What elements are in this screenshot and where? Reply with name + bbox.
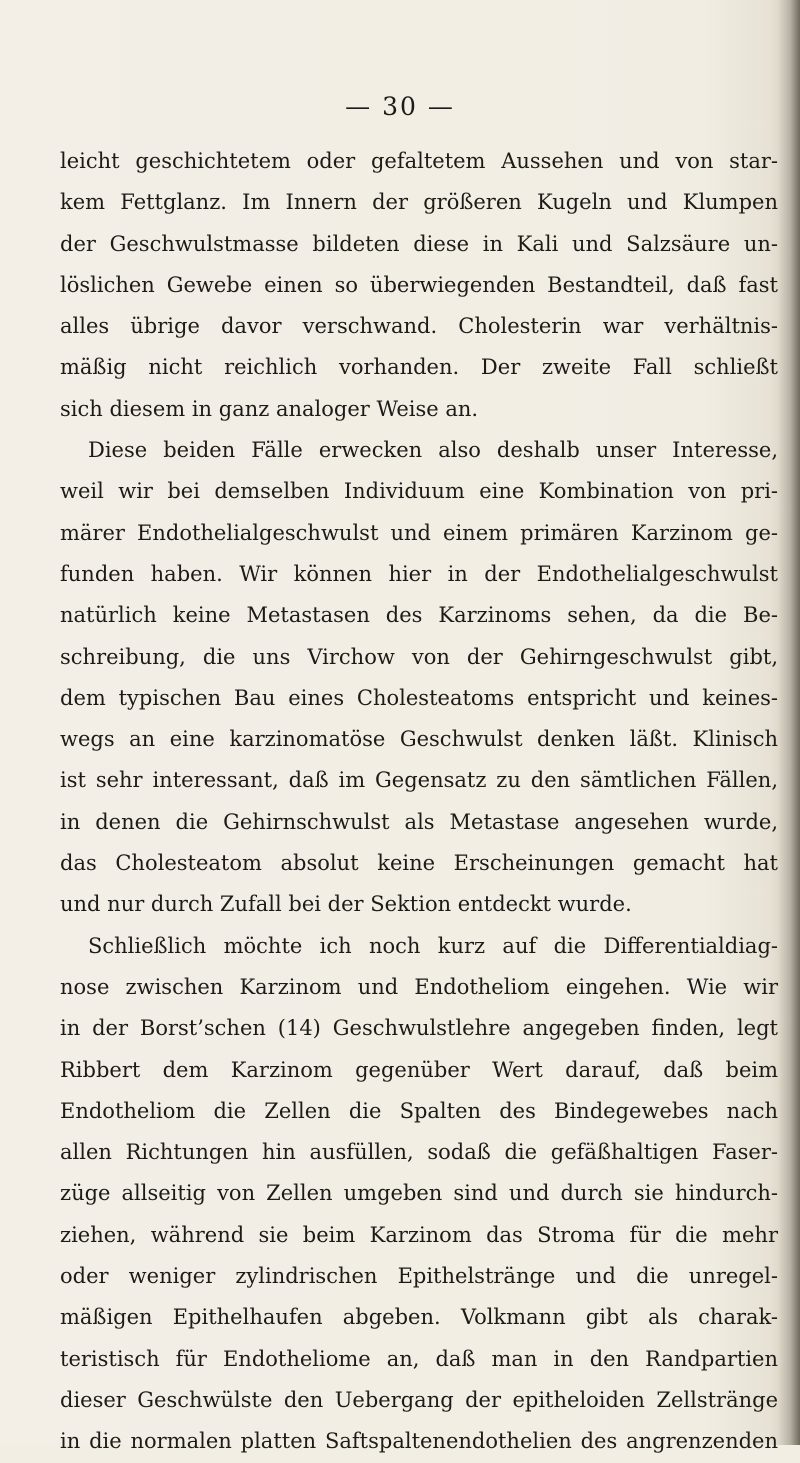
text-line: kem Fettglanz. Im Innern der größeren Kugeln und Klumpen xyxy=(60,190,778,215)
text-line: alles übrige davor verschwand. Cholesterin war verhältnis- xyxy=(60,314,778,339)
text-line: weil wir bei demselben Individuum eine Kombination von pri- xyxy=(60,479,778,504)
text-line: schreibung, die uns Virchow von der Gehirngeschwulst gibt, xyxy=(60,644,778,669)
text-line: ziehen, während sie beim Karzinom das Stroma für die mehr xyxy=(60,1222,778,1247)
page-edge-shadow xyxy=(778,0,800,1445)
text-line: teristisch für Endotheliome an, daß man in den Randpartien xyxy=(60,1346,778,1371)
text-line: funden haben. Wir können hier in der Endothelialgeschwulst xyxy=(60,561,778,586)
text-line: Ribbert dem Karzinom gegenüber Wert darauf, daß beim xyxy=(60,1057,778,1082)
text-line: mäßig nicht reichlich vorhanden. Der zweite Fall schließt xyxy=(60,355,778,380)
text-line: dieser Geschwülste den Uebergang der epitheloiden Zellstränge xyxy=(60,1387,778,1412)
text-line: das Cholesteatom absolut keine Erscheinungen gemacht hat xyxy=(60,851,778,876)
text-line: allen Richtungen hin ausfüllen, sodaß die gefäßhaltigen Faser- xyxy=(60,1140,778,1165)
text-line: Endotheliom die Zellen die Spalten des Bindegewebes nach xyxy=(60,1098,778,1123)
text-line: dem typischen Bau eines Cholesteatoms entspricht und keines- xyxy=(60,685,778,710)
body-text xyxy=(60,141,778,1463)
text-line: in denen die Gehirnschwulst als Metastase angesehen wurde, xyxy=(60,809,778,834)
text-line: sich diesem in ganz analoger Weise an. xyxy=(60,396,479,421)
text-line: Schließlich möchte ich noch kurz auf die Differentialdiag- xyxy=(88,933,778,958)
text-line: ist sehr interessant, daß im Gegensatz zu den sämtlichen Fällen, xyxy=(60,768,778,793)
text-line: der Geschwulstmasse bildeten diese in Kali und Salzsäure un- xyxy=(60,231,778,256)
text-line: märer Endothelialgeschwulst und einem primären Karzinom ge- xyxy=(60,520,778,545)
text-line: natürlich keine Metastasen des Karzinoms sehen, da die Be- xyxy=(60,603,778,628)
text-line: löslichen Gewebe einen so überwiegenden Bestandteil, daß fast xyxy=(60,272,778,297)
text-line: in der Borst’schen (14) Geschwulstlehre angegeben finden, legt xyxy=(60,1016,778,1041)
text-line: in die normalen platten Saftspaltenendothelien des angrenzenden xyxy=(60,1429,778,1454)
page-number: — 30 — xyxy=(345,92,455,121)
text-line: oder weniger zylindrischen Epithelstränge und die unregel- xyxy=(60,1264,778,1289)
text-line: und nur durch Zufall bei der Sektion entdeckt wurde. xyxy=(60,892,632,917)
text-line: züge allseitig von Zellen umgeben sind und durch sie hindurch- xyxy=(60,1181,778,1206)
text-line: mäßigen Epithelhaufen abgeben. Volkmann gibt als charak- xyxy=(60,1305,778,1330)
text-line: nose zwischen Karzinom und Endotheliom eingehen. Wie wir xyxy=(60,974,778,999)
text-line: wegs an eine karzinomatöse Geschwulst denken läßt. Klinisch xyxy=(60,727,778,752)
text-line: leicht geschichtetem oder gefaltetem Aussehen und von star- xyxy=(60,149,778,173)
text-line: Diese beiden Fälle erwecken also deshalb unser Interesse, xyxy=(88,438,778,463)
